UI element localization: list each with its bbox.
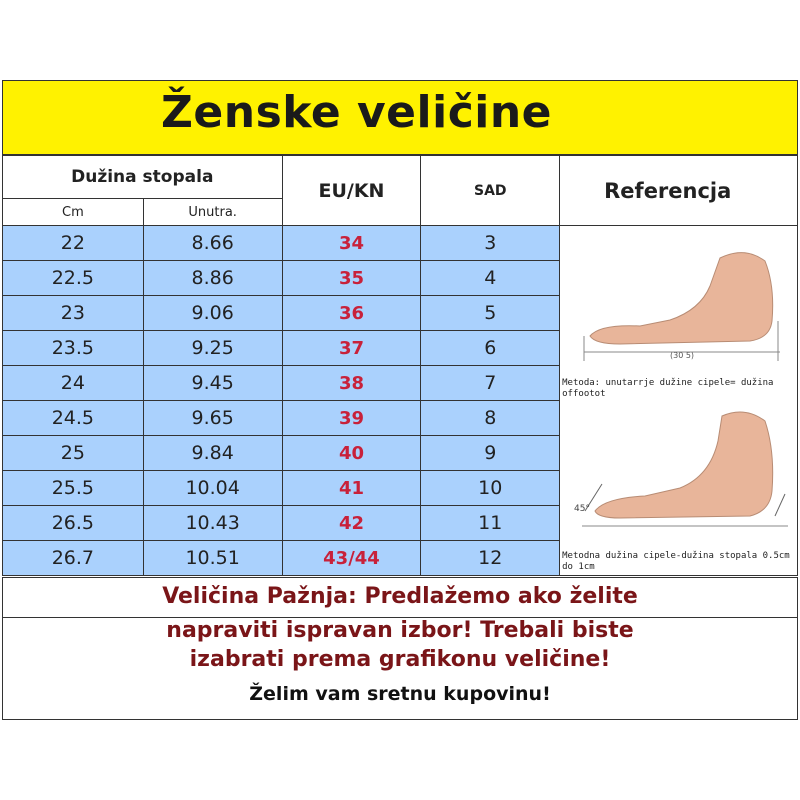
eu-size-cell: 38 <box>282 366 421 401</box>
footer-note <box>2 577 798 720</box>
foot-bottom-illustration <box>574 412 788 526</box>
inch-cell: 10.43 <box>143 506 282 541</box>
warning-line-1: Veličina Pažnja: Predlažemo ako želite <box>162 584 638 609</box>
us-size-cell: 5 <box>421 296 560 331</box>
eu-size-cell: 34 <box>282 226 421 261</box>
inch-cell: 10.04 <box>143 471 282 506</box>
inch-cell: 9.65 <box>143 401 282 436</box>
eu-size-cell: 42 <box>282 506 421 541</box>
eu-header: EU/KN <box>282 156 421 226</box>
foot-top-illustration <box>584 253 780 361</box>
eu-size-cell: 35 <box>282 261 421 296</box>
warning-line-3: izabrati prema grafikonu veličine! <box>189 647 611 672</box>
foot-length-header: Dužina stopala <box>3 156 283 199</box>
cm-cell: 25 <box>3 436 144 471</box>
angle-label: 45° <box>574 504 591 514</box>
cm-cell: 26.5 <box>3 506 144 541</box>
cm-cell: 23.5 <box>3 331 144 366</box>
eu-size-cell: 41 <box>282 471 421 506</box>
us-size-cell: 9 <box>421 436 560 471</box>
eu-size-cell: 39 <box>282 401 421 436</box>
eu-size-cell: 40 <box>282 436 421 471</box>
cm-cell: 22 <box>3 226 144 261</box>
us-size-cell: 10 <box>421 471 560 506</box>
title-banner <box>2 80 798 155</box>
us-size-cell: 4 <box>421 261 560 296</box>
eu-size-cell: 43/44 <box>282 541 421 576</box>
cm-cell: 23 <box>3 296 144 331</box>
cm-header: Cm <box>3 199 144 226</box>
table-row <box>3 226 798 261</box>
inner-header: Unutra. <box>143 199 282 226</box>
measure-label: (30 5) <box>670 351 695 360</box>
us-header: SAD <box>421 156 560 226</box>
inch-cell: 8.86 <box>143 261 282 296</box>
inch-cell: 9.84 <box>143 436 282 471</box>
size-table <box>2 155 798 576</box>
cm-cell: 24 <box>3 366 144 401</box>
reference-note-1: Metoda: unutarrje dužine cipele= dužina offootot <box>562 378 774 399</box>
reference-cell <box>560 226 798 576</box>
cm-cell: 25.5 <box>3 471 144 506</box>
cm-cell: 22.5 <box>3 261 144 296</box>
eu-size-cell: 36 <box>282 296 421 331</box>
reference-note-2: Metodna dužina cipele-dužina stopala 0.5cm do 1cm <box>562 551 790 572</box>
us-size-cell: 7 <box>421 366 560 401</box>
cm-cell: 24.5 <box>3 401 144 436</box>
greeting-line: Želim vam sretnu kupovinu! <box>249 683 551 705</box>
chart-title: Ženske veličine <box>161 87 553 138</box>
inch-cell: 9.25 <box>143 331 282 366</box>
inch-cell: 9.06 <box>143 296 282 331</box>
warning-line-2: napraviti ispravan izbor! Trebali biste <box>166 618 634 643</box>
foot-diagram <box>560 226 800 576</box>
size-chart <box>2 80 798 720</box>
cm-cell: 26.7 <box>3 541 144 576</box>
us-size-cell: 3 <box>421 226 560 261</box>
reference-panel <box>560 226 800 576</box>
us-size-cell: 6 <box>421 331 560 366</box>
eu-size-cell: 37 <box>282 331 421 366</box>
reference-header: Referencja <box>560 156 798 226</box>
inch-cell: 9.45 <box>143 366 282 401</box>
us-size-cell: 12 <box>421 541 560 576</box>
inch-cell: 8.66 <box>143 226 282 261</box>
inch-cell: 10.51 <box>143 541 282 576</box>
us-size-cell: 11 <box>421 506 560 541</box>
us-size-cell: 8 <box>421 401 560 436</box>
